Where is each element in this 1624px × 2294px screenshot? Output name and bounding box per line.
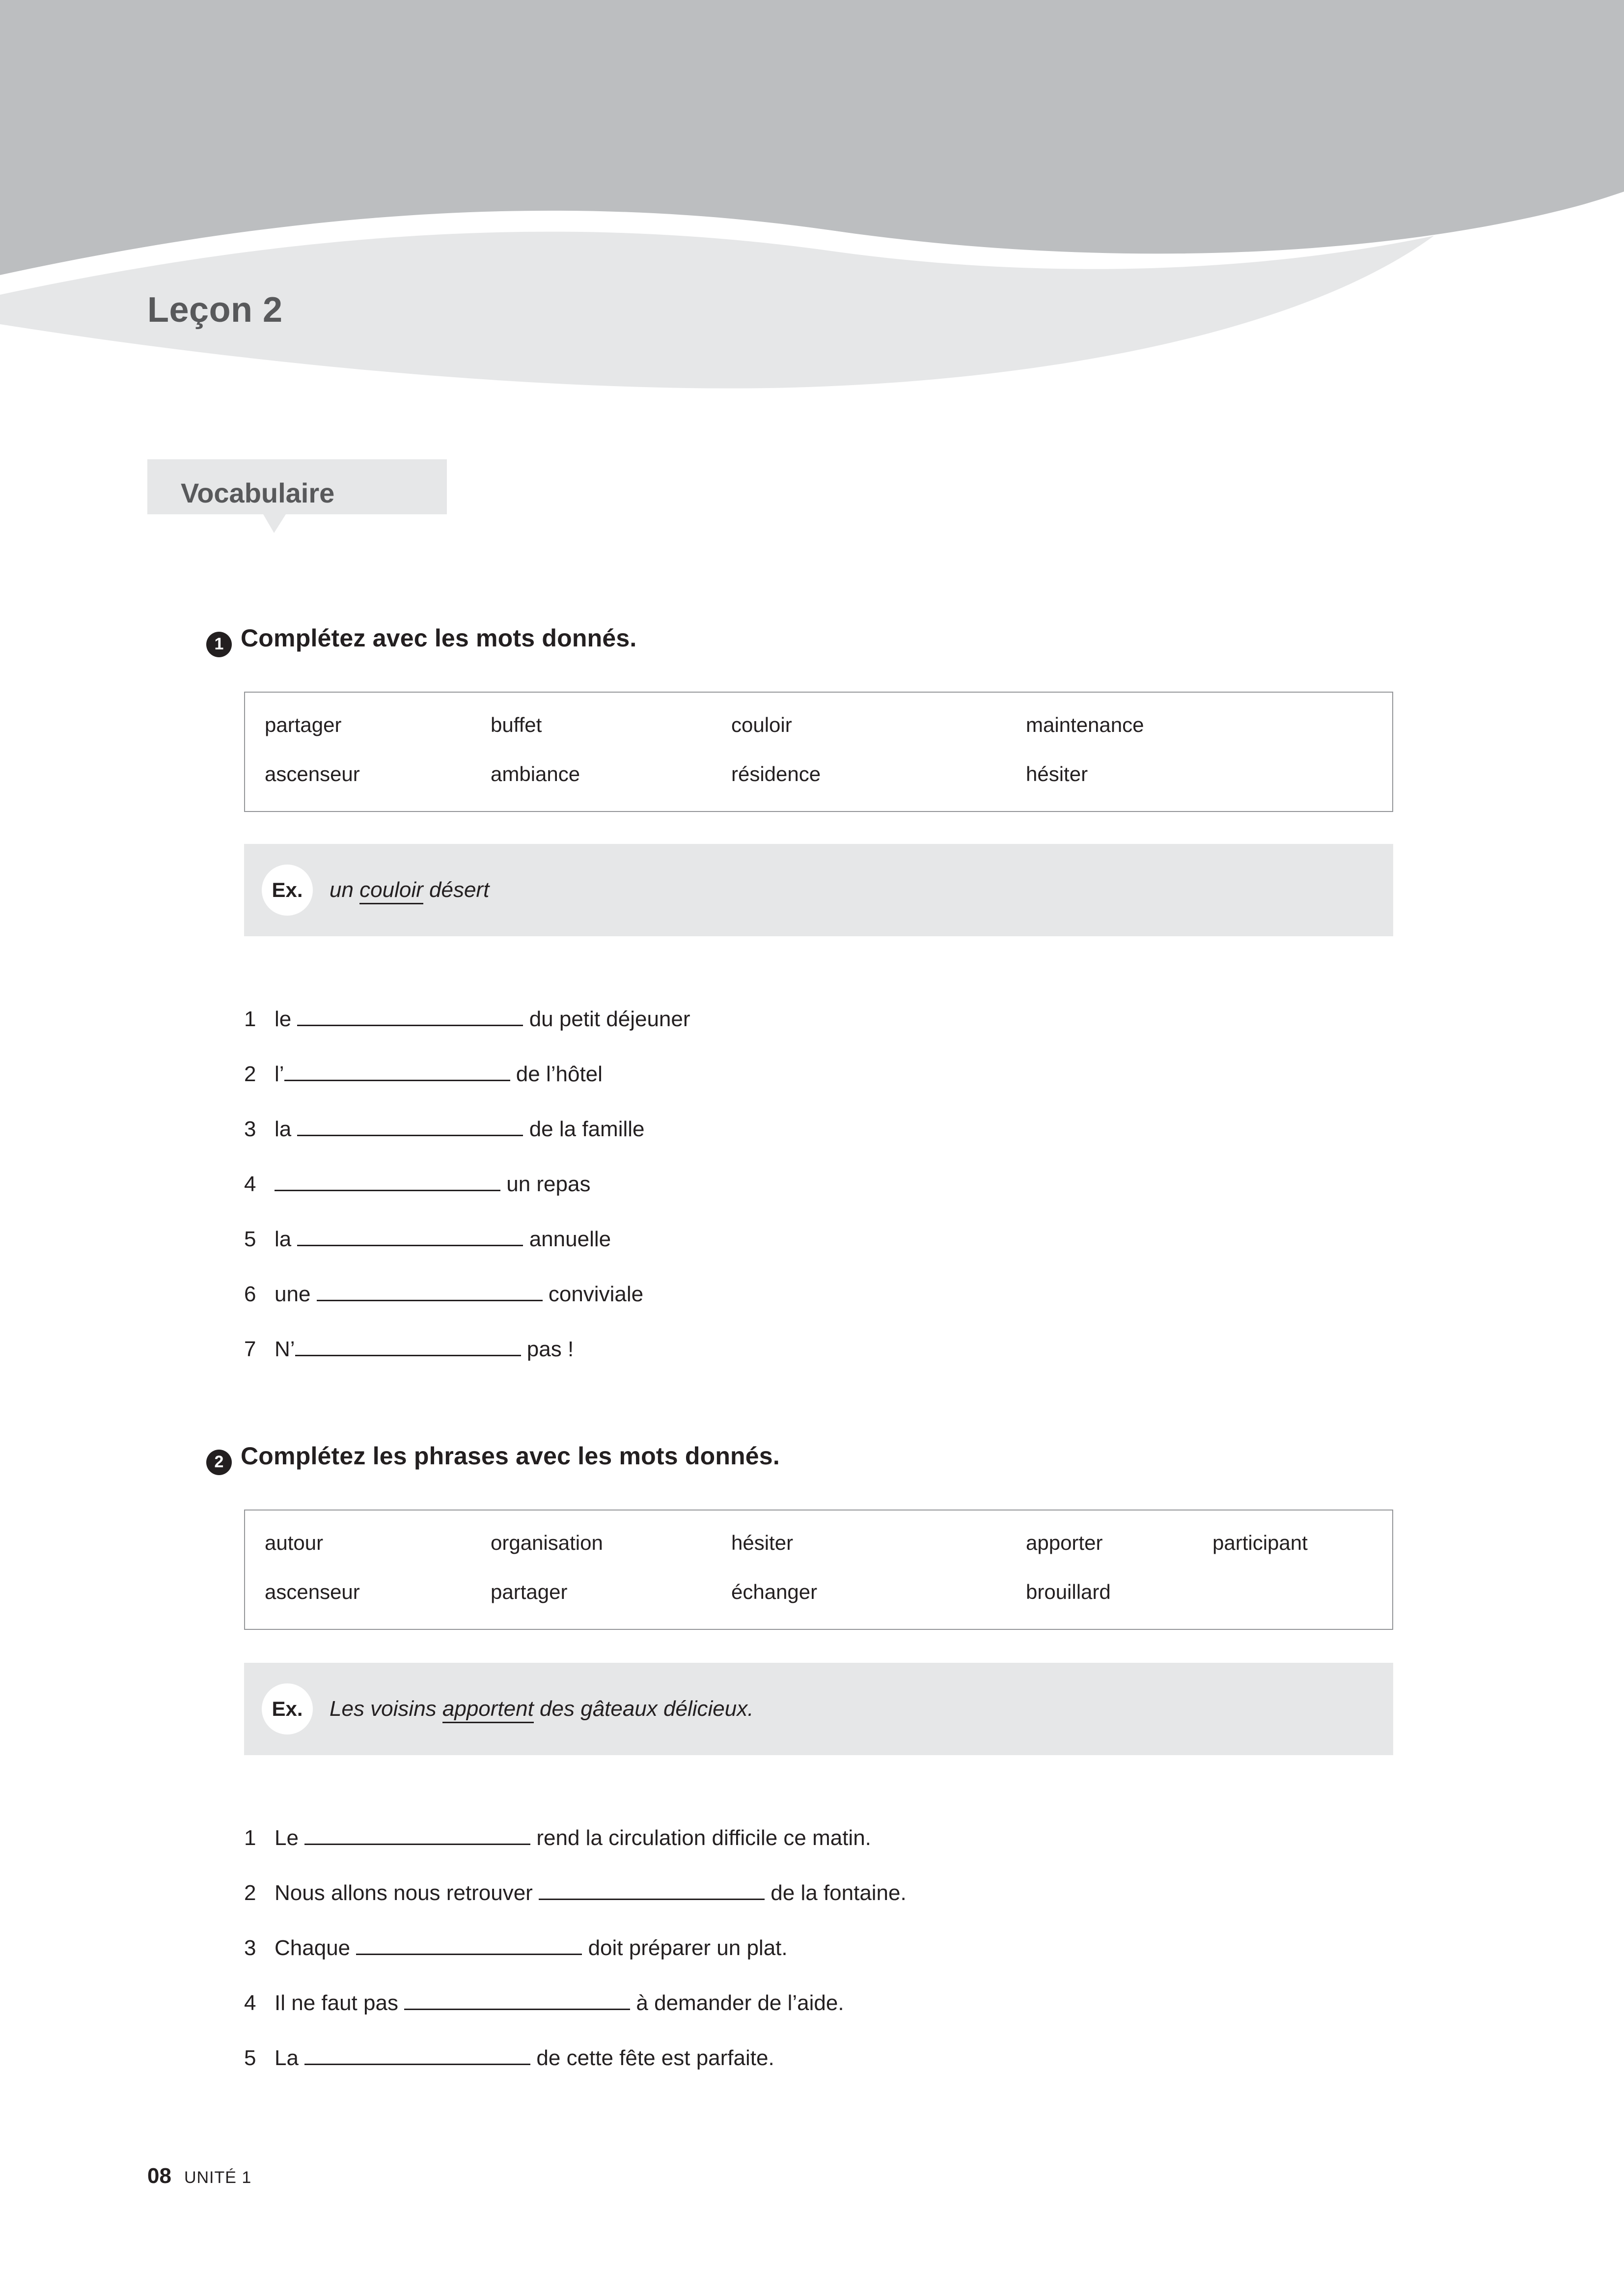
item-text-after: conviviale xyxy=(542,1282,644,1306)
exercise-1-item-4 xyxy=(244,1172,590,1197)
item-text-before: une xyxy=(275,1282,317,1306)
example-after: désert xyxy=(423,878,490,902)
exercise-2-title: Complétez les phrases avec les mots donnés. xyxy=(241,1442,780,1470)
page-number: 08 xyxy=(147,2164,171,2188)
item-text-after: pas ! xyxy=(521,1337,574,1361)
section-tab-vocabulaire xyxy=(147,459,447,533)
exercise-2-number: 2 xyxy=(206,1450,232,1475)
answer-blank[interactable] xyxy=(275,1190,500,1191)
answer-blank[interactable] xyxy=(317,1300,543,1301)
exercise-1-item-2 xyxy=(244,1062,603,1087)
item-text-after: du petit déjeuner xyxy=(523,1007,690,1031)
item-number: 4 xyxy=(244,1172,256,1196)
wordbank-word: ambiance xyxy=(491,762,580,785)
item-text-before: Nous allons nous retrouver xyxy=(275,1881,539,1905)
item-number: 2 xyxy=(244,1881,256,1905)
wordbank-word: participant xyxy=(1212,1531,1308,1554)
wordbank-word: apporter xyxy=(1026,1531,1103,1554)
unit-label: UNITÉ 1 xyxy=(184,2168,252,2187)
exercise-2-item-3 xyxy=(244,1936,788,1960)
item-number: 5 xyxy=(244,1227,256,1251)
answer-blank[interactable] xyxy=(304,1844,530,1845)
example-text xyxy=(330,1697,753,1721)
page-footer xyxy=(147,2164,251,2188)
section-tab-label: Vocabulaire xyxy=(181,477,335,508)
answer-blank[interactable] xyxy=(284,1080,510,1081)
exercise-1-heading xyxy=(206,624,636,654)
exercise-1-item-6 xyxy=(244,1282,643,1307)
exercise-1-item-7 xyxy=(244,1337,574,1362)
wordbank-word: résidence xyxy=(731,762,821,785)
answer-blank[interactable] xyxy=(304,2064,530,2065)
item-text-after: de la famille xyxy=(523,1117,645,1141)
wordbank-word: organisation xyxy=(491,1531,603,1554)
item-text-after: rend la circulation difficile ce matin. xyxy=(530,1826,871,1850)
item-number: 1 xyxy=(244,1826,256,1850)
example-answer: apportent xyxy=(442,1697,534,1723)
item-text-before: N’ xyxy=(275,1337,295,1361)
item-text-before: le xyxy=(275,1007,298,1031)
item-number: 7 xyxy=(244,1337,256,1361)
item-number: 3 xyxy=(244,1936,256,1960)
item-text-before: La xyxy=(275,2046,305,2070)
answer-blank[interactable] xyxy=(297,1025,523,1026)
item-number: 6 xyxy=(244,1282,256,1306)
item-text-before: Le xyxy=(275,1826,305,1850)
item-text-before: Il ne faut pas xyxy=(275,1991,405,2015)
item-number: 3 xyxy=(244,1117,256,1141)
wordbank-row xyxy=(265,713,1375,737)
example-badge: Ex. xyxy=(262,865,313,916)
exercise-2-item-4 xyxy=(244,1991,844,2015)
wordbank-word: brouillard xyxy=(1026,1580,1111,1603)
example-before: Les voisins xyxy=(330,1697,442,1721)
example-before: un xyxy=(330,878,360,902)
wordbank-word: buffet xyxy=(491,713,542,736)
answer-blank[interactable] xyxy=(297,1135,523,1136)
item-text-before: Chaque xyxy=(275,1936,357,1960)
item-text-after: de l’hôtel xyxy=(510,1062,603,1086)
wordbank-word: couloir xyxy=(731,713,792,736)
answer-blank[interactable] xyxy=(356,1954,582,1955)
exercise-2-item-5 xyxy=(244,2046,774,2070)
item-text-before: l’ xyxy=(275,1062,284,1086)
wordbank-word: ascenseur xyxy=(265,1580,360,1603)
exercise-1-example xyxy=(244,844,1393,936)
wordbank-word: partager xyxy=(265,713,342,736)
item-number: 4 xyxy=(244,1991,256,2015)
exercise-1-wordbank xyxy=(244,692,1393,812)
wordbank-row xyxy=(265,1531,1375,1555)
answer-blank[interactable] xyxy=(297,1245,523,1246)
item-text-after: de cette fête est parfaite. xyxy=(530,2046,774,2070)
wordbank-row xyxy=(265,1580,1375,1604)
lesson-title: Leçon 2 xyxy=(147,290,283,330)
exercise-2-example xyxy=(244,1663,1393,1755)
item-text-after: de la fontaine. xyxy=(765,1881,907,1905)
item-text-after: à demander de l’aide. xyxy=(630,1991,844,2015)
example-text xyxy=(330,878,489,902)
item-text-after: annuelle xyxy=(523,1227,611,1251)
exercise-2-item-2 xyxy=(244,1881,907,1905)
answer-blank[interactable] xyxy=(539,1899,765,1900)
answer-blank[interactable] xyxy=(295,1355,521,1356)
exercise-1-item-1 xyxy=(244,1007,690,1032)
item-text-before: la xyxy=(275,1227,298,1251)
item-text-after: un repas xyxy=(500,1172,591,1196)
wordbank-word: maintenance xyxy=(1026,713,1144,736)
exercise-2-heading xyxy=(206,1442,780,1472)
wordbank-word: hésiter xyxy=(731,1531,794,1554)
exercise-2-item-1 xyxy=(244,1826,871,1850)
exercise-1-number: 1 xyxy=(206,632,232,657)
exercise-1-item-3 xyxy=(244,1117,645,1142)
wordbank-row xyxy=(265,762,1375,786)
answer-blank[interactable] xyxy=(404,2009,630,2010)
header-decoration xyxy=(0,0,1624,432)
exercise-2-wordbank xyxy=(244,1510,1393,1630)
item-number: 5 xyxy=(244,2046,256,2070)
exercise-1-title: Complétez avec les mots donnés. xyxy=(241,624,637,652)
exercise-1-item-5 xyxy=(244,1227,611,1252)
wordbank-word: partager xyxy=(491,1580,568,1603)
item-number: 1 xyxy=(244,1007,256,1031)
example-badge: Ex. xyxy=(262,1683,313,1734)
wordbank-word: échanger xyxy=(731,1580,818,1603)
item-text-before: la xyxy=(275,1117,298,1141)
wordbank-word: hésiter xyxy=(1026,762,1088,785)
wordbank-word: autour xyxy=(265,1531,324,1554)
item-text-after: doit préparer un plat. xyxy=(582,1936,788,1960)
example-after: des gâteaux délicieux. xyxy=(533,1697,754,1721)
wordbank-word: ascenseur xyxy=(265,762,360,785)
example-answer: couloir xyxy=(359,878,423,904)
item-number: 2 xyxy=(244,1062,256,1086)
